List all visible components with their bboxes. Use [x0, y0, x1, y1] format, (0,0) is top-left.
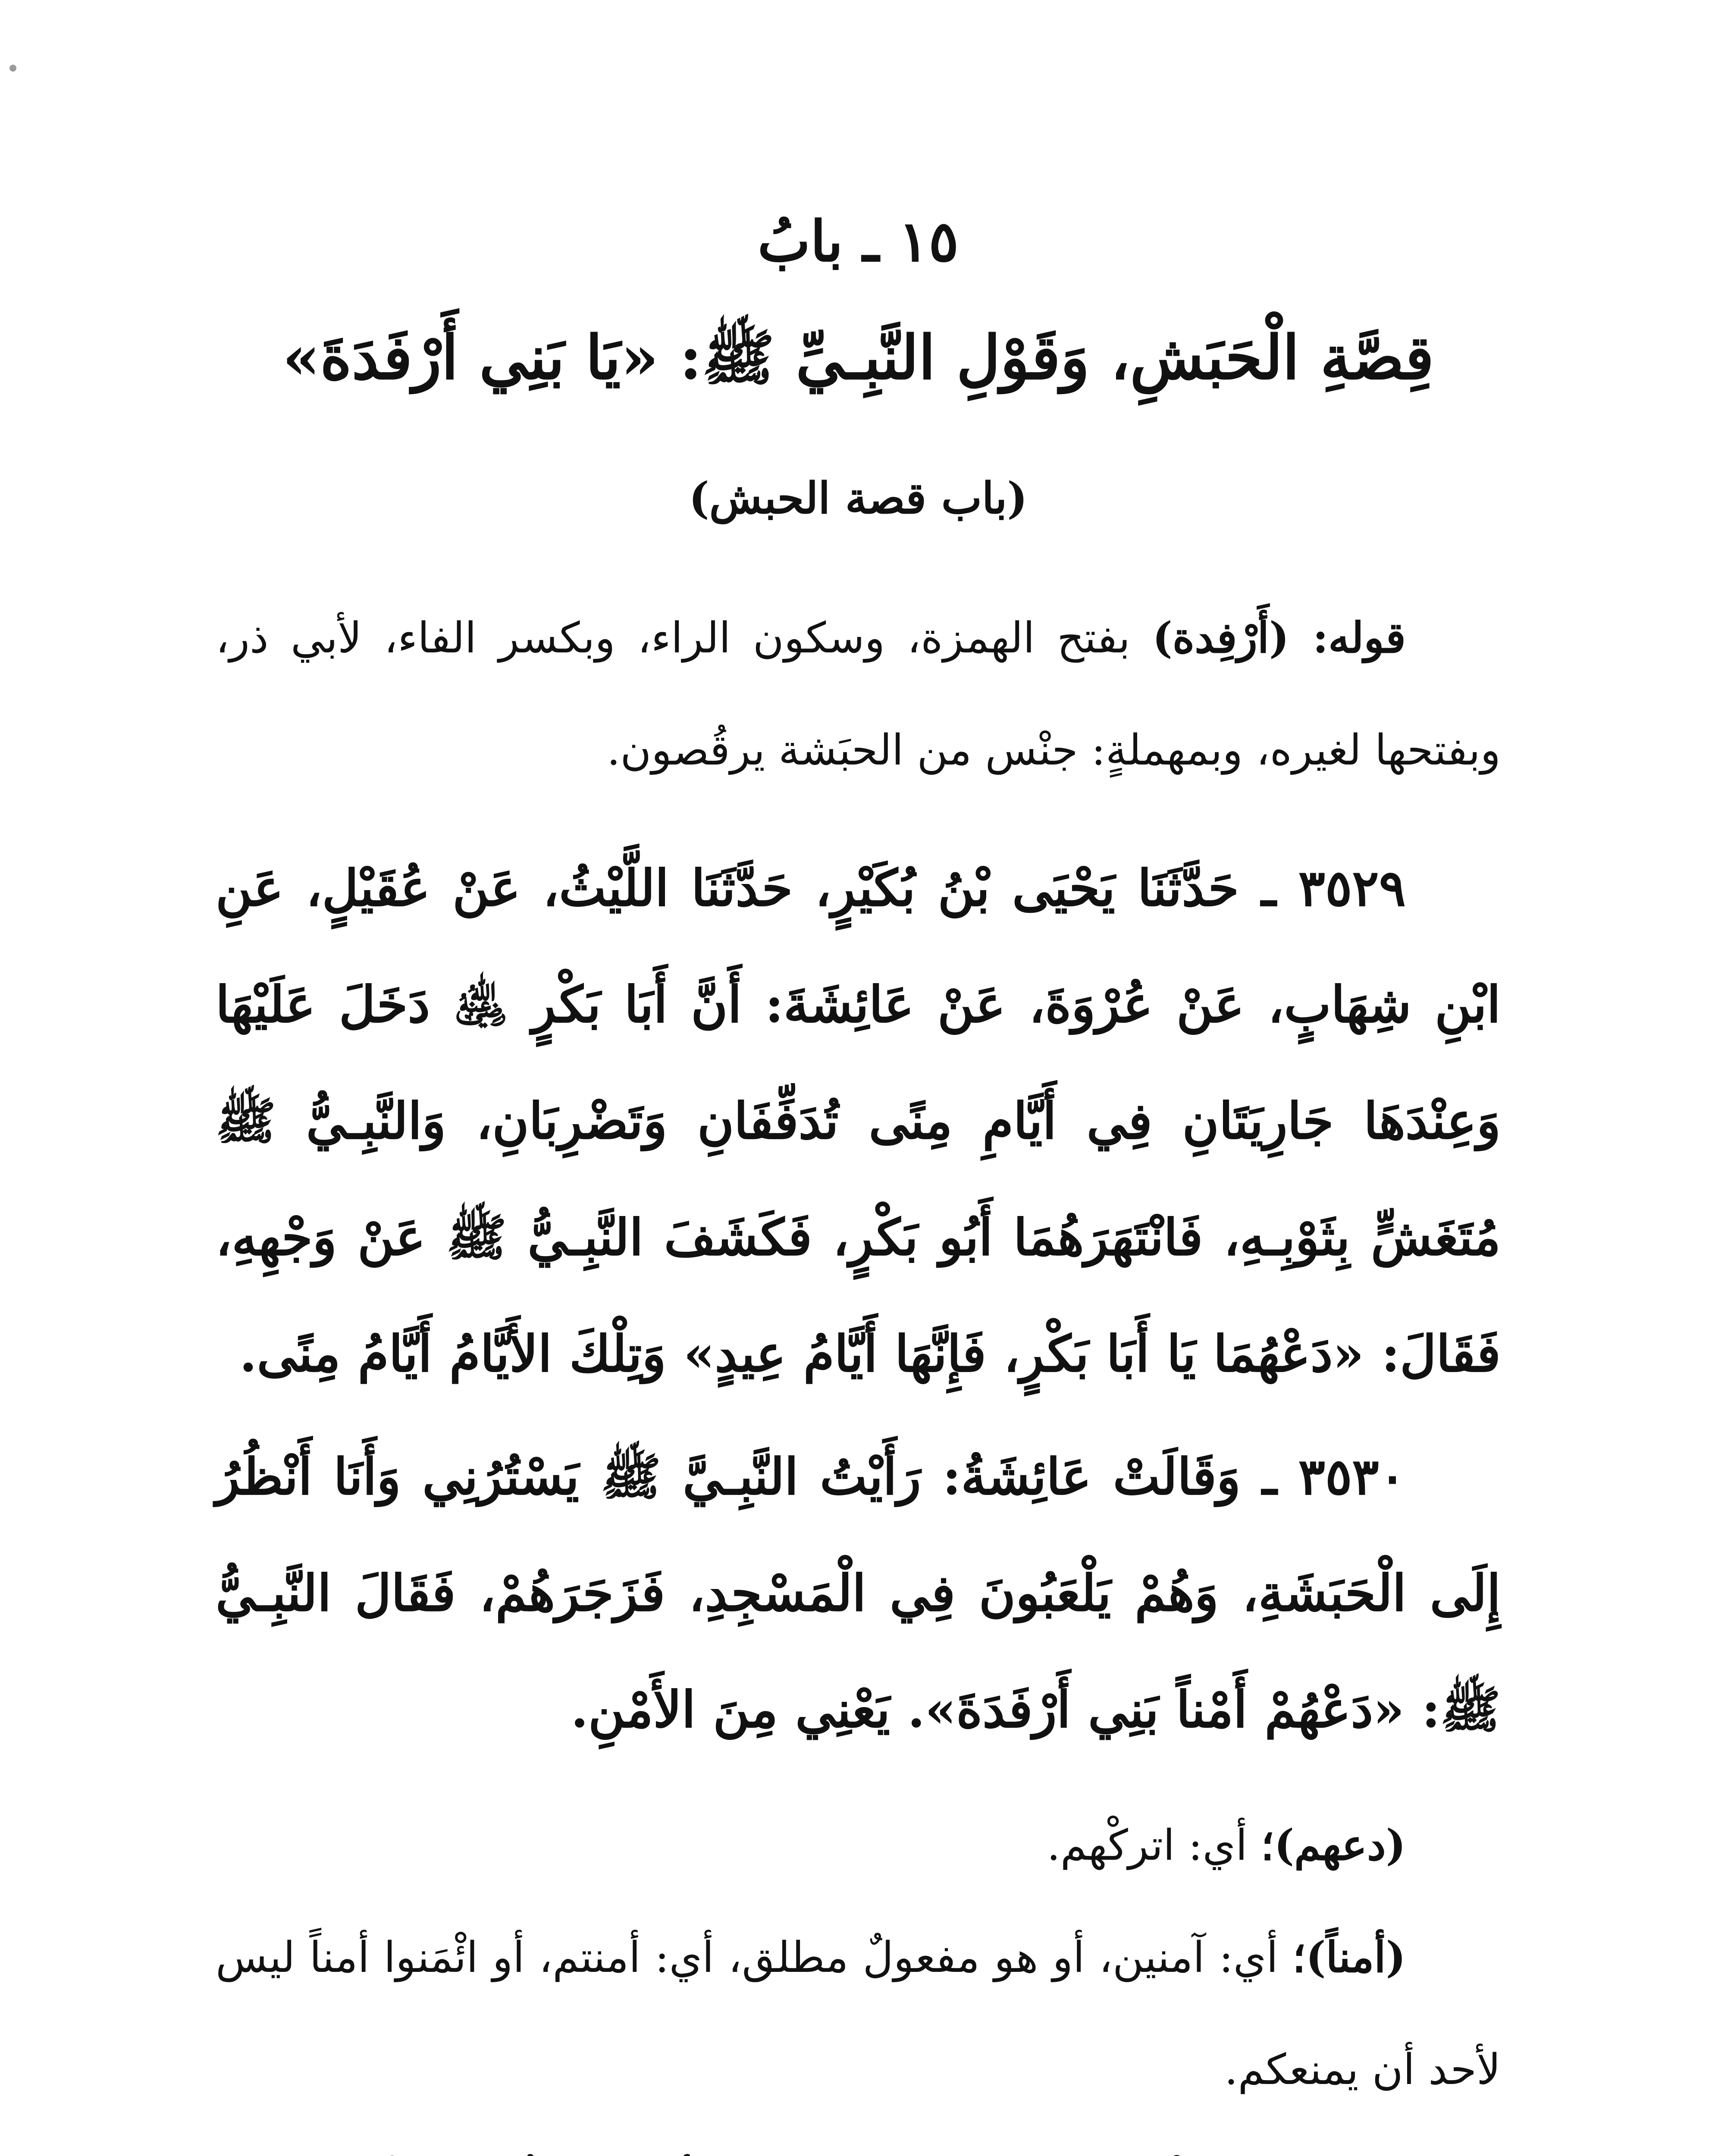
chapter-number: ١٥ ـ بابُ — [757, 208, 959, 274]
chapter-title: قِصَّةِ الْحَبَشِ، وَقَوْلِ النَّبِـيِّ ﷺ: «يَا بَنِي أَرْفَدَةَ» — [282, 323, 1434, 393]
commentary-paragraph-2 — [216, 1789, 1501, 1902]
commentary-text: أي: اتركْهم. — [1047, 1821, 1261, 1870]
hadith-text: ٣٥٢٩ ـ حَدَّثَنَا يَحْيَى بْنُ بُكَيْرٍ، حَدَّثَنَا اللَّيْثُ، عَنْ عُقَيْلٍ، عَنِ ابْنِ شِهَابٍ، عَنْ عُرْوَةَ، عَنْ عَائِشَةَ: أَنَّ أَبَا بَكْرٍ ﵁ دَخَلَ عَلَيْهَا وَعِنْدَهَا جَارِيَتَانِ فِي أَيَّامِ مِنًى تُدَفِّفَانِ وَتَضْرِبَانِ، وَالنَّبِـيُّ ﷺ مُتَغَشٍّ بِثَوْبِـهِ، فَانْتَهَرَهُمَا أَبُو بَكْرٍ، فَكَشَفَ النَّبِـيُّ ﷺ عَنْ وَجْهِهِ، فَقَالَ: «دَعْهُمَا يَا أَبَا بَكْرٍ، فَإِنَّهَا أَيَّامُ عِيدٍ» وَتِلْكَ الأَيَّامُ أَيَّامُ مِنًى. — [216, 859, 1501, 1383]
commentary-paragraph-1 — [216, 582, 1501, 806]
commentary-label: قوله: (أَرْفِدة) — [1152, 613, 1406, 663]
scan-speck — [9, 65, 16, 72]
hadith-text: ٣٥٣٠ ـ وَقَالَتْ عَائِشَةُ: رَأَيْتُ النَّبِـيَّ ﷺ يَسْتُرُنِي وَأَنَا أَنْظُرُ إِلَى الْحَبَشَةِ، وَهُمْ يَلْعَبُونَ فِي الْمَسْجِدِ، فَزَجَرَهُمْ، فَقَالَ النَّبِـيُّ ﷺ: «دَعْهُمْ أَمْناً بَنِي أَرْفَدَةَ». يَعْنِي مِنَ الأَمْنِ. — [216, 1448, 1501, 1739]
commentary-paragraph-3 — [216, 1902, 1501, 2126]
commentary-label: (دعهم)؛ — [1261, 1821, 1406, 1870]
hadith-3529 — [216, 830, 1501, 1412]
chapter-subtitle: (باب قصة الحبش) — [689, 473, 1028, 523]
commentary-label: (أمناً)؛ — [1292, 1933, 1406, 1982]
commentary-text: بفتح الهمزة، وسكون الراء، وبكسر الفاء، لأبي ذر، وبفتحها لغيره، وبمهملةٍ: جنْس من الحبَشة يرقُصون. — [216, 614, 1501, 775]
commentary-paragraph-4 — [216, 2126, 1501, 2156]
hadith-3530 — [216, 1419, 1501, 1768]
commentary-text: أي: آمنين، أو هو مفعولٌ مطلق، أي: أمنتم، أو ائْمَنوا أمناً ليس لأحد أن يمنعكم. — [216, 1933, 1501, 2094]
